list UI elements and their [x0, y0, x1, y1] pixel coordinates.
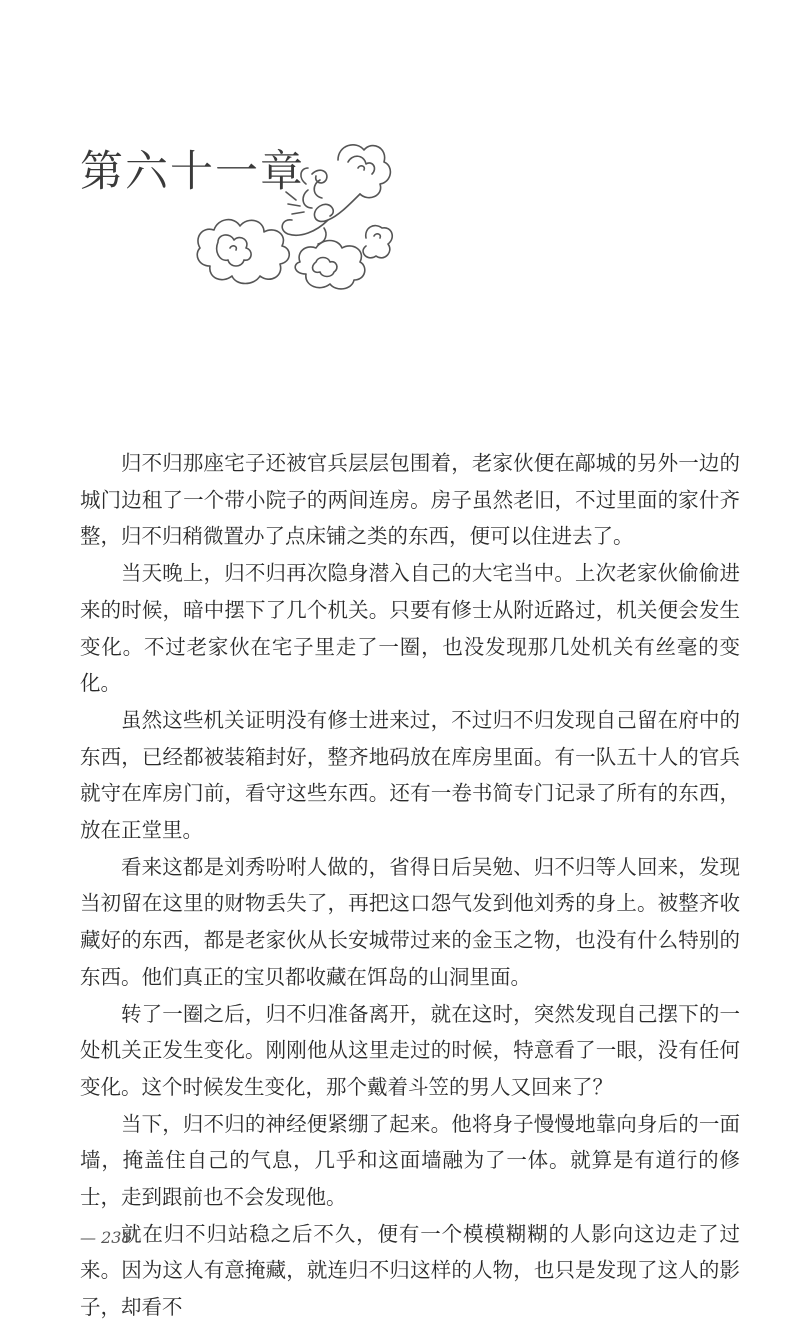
paragraph: 归不归那座宅子还被官兵层层包围着，老家伙便在鄗城的另外一边的城门边租了一个带小院子的两间连房。房子虽然老旧，不过里面的家什齐整，归不归稍微置办了点床铺之类的东西，便可以住进去了。: [80, 451, 740, 549]
chapter-title: 第六十一章: [80, 147, 305, 197]
paragraph: 当天晚上，归不归再次隐身潜入自己的大宅当中。上次老家伙偷偷进来的时候，暗中摆下了几个机关。只要有修士从附近路过，机关便会发生变化。不过老家伙在宅子里走了一圈，也没发现那几处机关有丝毫的变化。: [80, 561, 740, 696]
chapter-body: [80, 445, 740, 1326]
page-number: — 238: [80, 1228, 132, 1247]
cloud-dragon-ornament-icon: [188, 120, 398, 300]
paragraph: 虽然这些机关证明没有修士进来过，不过归不归发现自己留在府中的东西，已经都被装箱封好，整齐地码放在库房里面。有一队五十人的官兵就守在库房门前，看守这些东西。还有一卷书简专门记录了所有的东西，放在正堂里。: [80, 707, 740, 843]
paragraph: 看来这都是刘秀吩咐人做的，省得日后吴勉、归不归等人回来，发现当初留在这里的财物丢失了，再把这口怨气发到他刘秀的身上。被整齐收藏好的东西，都是老家伙从长安城带过来的金玉之物，也没有什么特别的东西。他们真正的宝贝都收藏在饵岛的山洞里面。: [80, 854, 740, 989]
paragraph: 当下，归不归的神经便紧绷了起来。他将身子慢慢地靠向身后的一面墙，掩盖住自己的气息，几乎和这面墙融为了一体。就算是有道行的修士，走到跟前也不会发现他。: [80, 1111, 740, 1210]
paragraph: 转了一圈之后，归不归准备离开，就在这时，突然发现自己摆下的一处机关正发生变化。刚刚他从这里走过的时候，特意看了一眼，没有任何变化。这个时候发生变化，那个戴着斗笠的男人又回来了？: [80, 1001, 740, 1099]
paragraph: 就在归不归站稳之后不久，便有一个模模糊糊的人影向这边走了过来。因为这人有意掩藏，就连归不归这样的人物，也只是发现了这人的影子，却看不: [80, 1221, 740, 1320]
